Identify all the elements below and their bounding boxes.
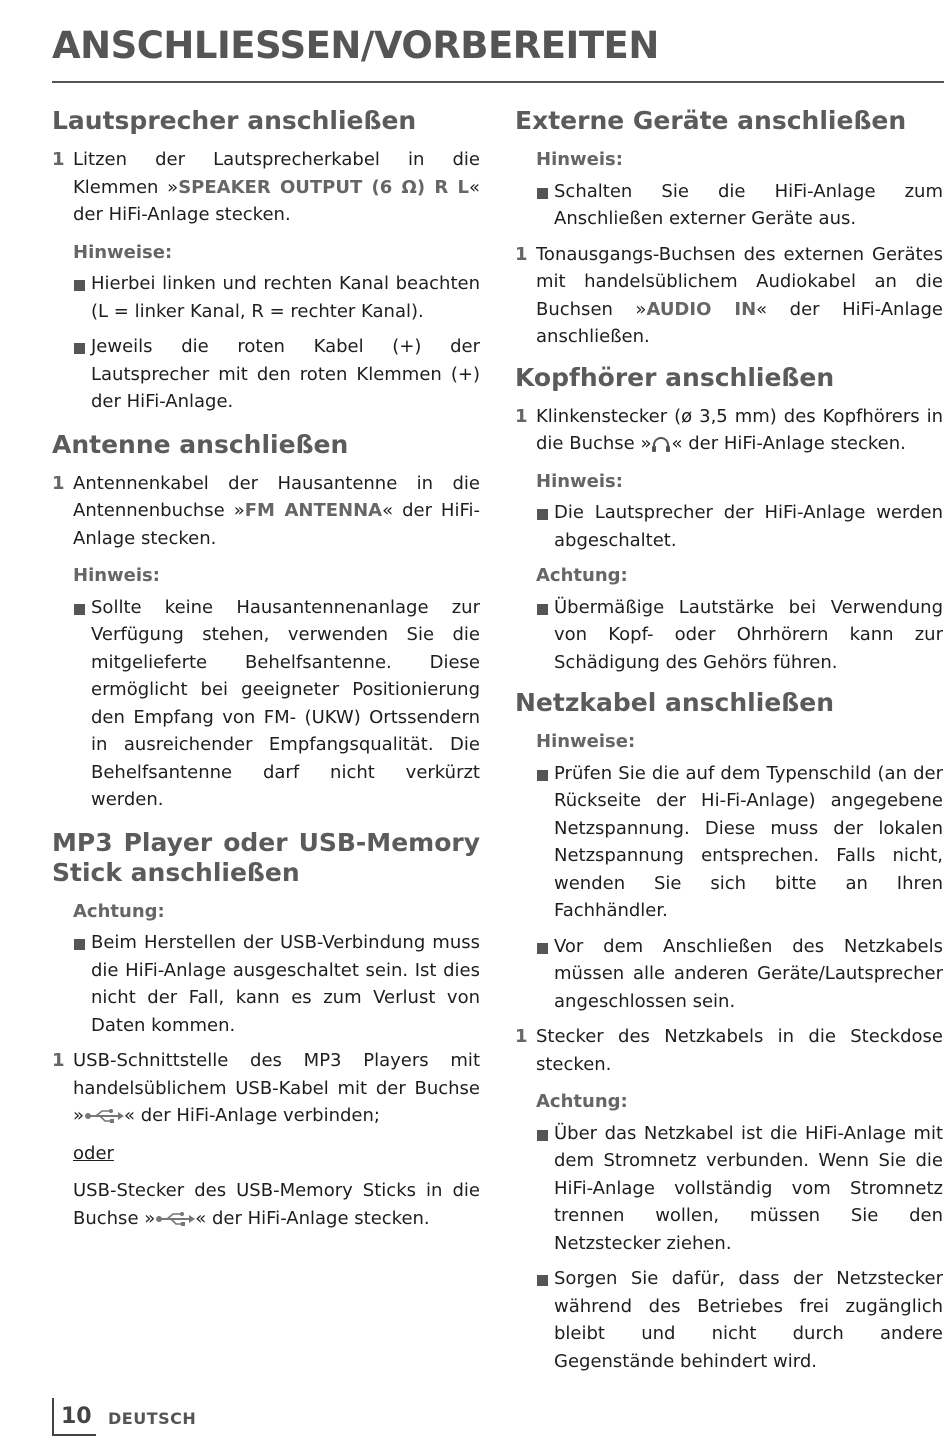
step-text: Klinkenstecker (ø 3,5 mm) des Kopfhörers in die Buchse » « der HiFi-Anlage stecken. <box>536 405 943 454</box>
headphones-warning-label: Achtung: <box>536 565 628 586</box>
mp3-bullet-1: Beim Herstellen der USB-Verbindung muss die HiFi-Anlage ausgeschaltet sein. Ist dies nicht der Fall, kann es zum Verlust von Daten kommen. <box>73 929 480 1039</box>
left-column <box>52 106 480 1242</box>
power-bullet-1: Prüfen Sie die auf dem Typenschild (an der Rückseite der Hi-Fi-Anlage) angegebene Netzspannung. Diese muss der lokalen Netzspannung entsprechen. Falls nicht, wenden Sie sich bitte an Ihren Fachhändler. <box>536 760 943 925</box>
language-label: DEUTSCH <box>108 1409 197 1428</box>
power-bullet-2: Vor dem Anschließen des Netzkabels müssen alle anderen Geräte/Lautsprecher angeschlossen sein. <box>536 933 943 1016</box>
headphones-warning-1: Übermäßige Lautstärke bei Verwendung von Kopf- oder Ohrhörern kann zur Schädigung des Gehörs führen. <box>536 594 943 677</box>
antenna-bullet-1: Sollte keine Hausantennenanlage zur Verfügung stehen, verwenden Sie die mitgelieferte Behelfsantenne. Diese ermöglicht bei geeigneter Positionierung den Empfang von FM- (UKW) Ortssendern in ausreichender Empfangsqualität. Die Behelfsantenne darf nicht verkürzt werden. <box>73 594 480 814</box>
step-number: 1 <box>515 405 528 427</box>
headphones-note-label: Hinweis: <box>536 470 623 492</box>
bullet-square-icon <box>536 594 554 677</box>
bullet-square-icon <box>536 499 554 554</box>
page-header <box>52 22 944 72</box>
external-step <box>515 241 943 351</box>
bullet-square-icon <box>536 760 554 925</box>
external-note-label: Hinweis: <box>536 149 623 170</box>
bullet-square-icon <box>73 270 91 325</box>
right-column <box>515 106 943 1383</box>
bullet-square-icon <box>536 1120 554 1258</box>
bullet-square-icon <box>536 1265 554 1375</box>
bullet-square-icon <box>73 333 91 416</box>
step-text: Litzen der Lautsprecherkabel in die Klemmen »SPEAKER OUTPUT (6 Ω) R L« der HiFi-Anlage stecken. <box>73 149 480 225</box>
speaker-note-label: Hinweise: <box>73 241 173 263</box>
footer-bar <box>52 1398 54 1436</box>
mp3-heading: MP3 Player oder USB-Memory Stick anschließen <box>52 827 480 887</box>
speaker-bullet-2: Jeweils die roten Kabel (+) der Lautsprecher mit den roten Klemmen (+) der HiFi-Anlage. <box>73 333 480 416</box>
power-step <box>515 1023 943 1078</box>
power-heading: Netzkabel anschließen <box>515 688 834 717</box>
speaker-bullet-1: Hierbei linken und rechten Kanal beachten (L = linker Kanal, R = rechter Kanal). <box>73 270 480 325</box>
headphones-icon <box>651 435 671 453</box>
antenna-step <box>52 470 480 553</box>
mp3-alt-text: USB-Stecker des USB-Memory Sticks in die Buchse » « der HiFi-Anlage stecken. <box>73 1180 480 1229</box>
step-number: 1 <box>52 472 65 494</box>
speaker-step <box>52 146 480 229</box>
external-heading: Externe Geräte anschließen <box>515 106 907 135</box>
mp3-warning-label: Achtung: <box>73 900 165 922</box>
usb-icon <box>155 1211 195 1227</box>
step-number: 1 <box>515 1026 528 1047</box>
page-number: 10 <box>61 1404 92 1429</box>
bullet-square-icon <box>536 933 554 1016</box>
mp3-step <box>52 1047 480 1130</box>
audio-in-label: AUDIO IN <box>646 298 757 320</box>
page-title: ANSCHLIESSEN/VORBEREITEN <box>52 22 663 70</box>
antenna-heading: Antenne anschließen <box>52 429 349 459</box>
step-number: 1 <box>515 243 528 265</box>
power-warning-2: Sorgen Sie dafür, dass der Netzstecker während des Betriebes frei zugänglich bleibt und nicht durch andere Gegenstände behindert wird. <box>536 1265 943 1375</box>
bullet-square-icon <box>73 594 91 814</box>
antenna-note-label: Hinweis: <box>73 565 160 586</box>
power-warning-label: Achtung: <box>536 1091 628 1112</box>
speaker-output-label: SPEAKER OUTPUT (6 Ω) R L <box>178 176 469 198</box>
headphones-bullet-1: Die Lautsprecher der HiFi-Anlage werden abgeschaltet. <box>536 499 943 554</box>
bullet-square-icon <box>73 929 91 1039</box>
footer-rule <box>52 1434 96 1436</box>
step-number: 1 <box>52 149 65 170</box>
step-number: 1 <box>52 1050 65 1071</box>
power-note-label: Hinweise: <box>536 731 636 752</box>
step-text: Tonausgangs-Buchsen des externen Gerätes mit handelsüblichem Audiokabel an die Buchsen »AUDIO IN« der HiFi-Anlage anschließen. <box>536 243 944 347</box>
step-text: USB-Schnittstelle des MP3 Players mit handelsüblichem USB-Kabel mit der Buchse » « der HiFi-Anlage verbinden; <box>73 1050 480 1126</box>
power-warning-1: Über das Netzkabel ist die HiFi-Anlage mit dem Stromnetz verbunden. Wenn Sie die HiFi-Anlage vollständig vom Stromnetz trennen wollen, müssen Sie den Netzstecker ziehen. <box>536 1120 943 1258</box>
header-rule <box>52 81 944 83</box>
fm-antenna-label: FM ANTENNA <box>244 500 383 521</box>
step-text: Antennenkabel der Hausantenne in die Antennenbuchse »FM ANTENNA« der HiFi-Anlage stecken. <box>73 472 481 549</box>
bullet-square-icon <box>536 178 554 233</box>
external-bullet-1: Schalten Sie die HiFi-Anlage zum Anschließen externer Geräte aus. <box>536 178 943 233</box>
step-text: Stecker des Netzkabels in die Steckdose stecken. <box>536 1026 943 1075</box>
or-label: oder <box>73 1142 114 1164</box>
usb-icon <box>84 1108 124 1124</box>
headphones-heading: Kopfhörer anschließen <box>515 362 835 392</box>
speaker-heading: Lautsprecher anschließen <box>52 106 417 135</box>
headphones-step <box>515 403 943 458</box>
